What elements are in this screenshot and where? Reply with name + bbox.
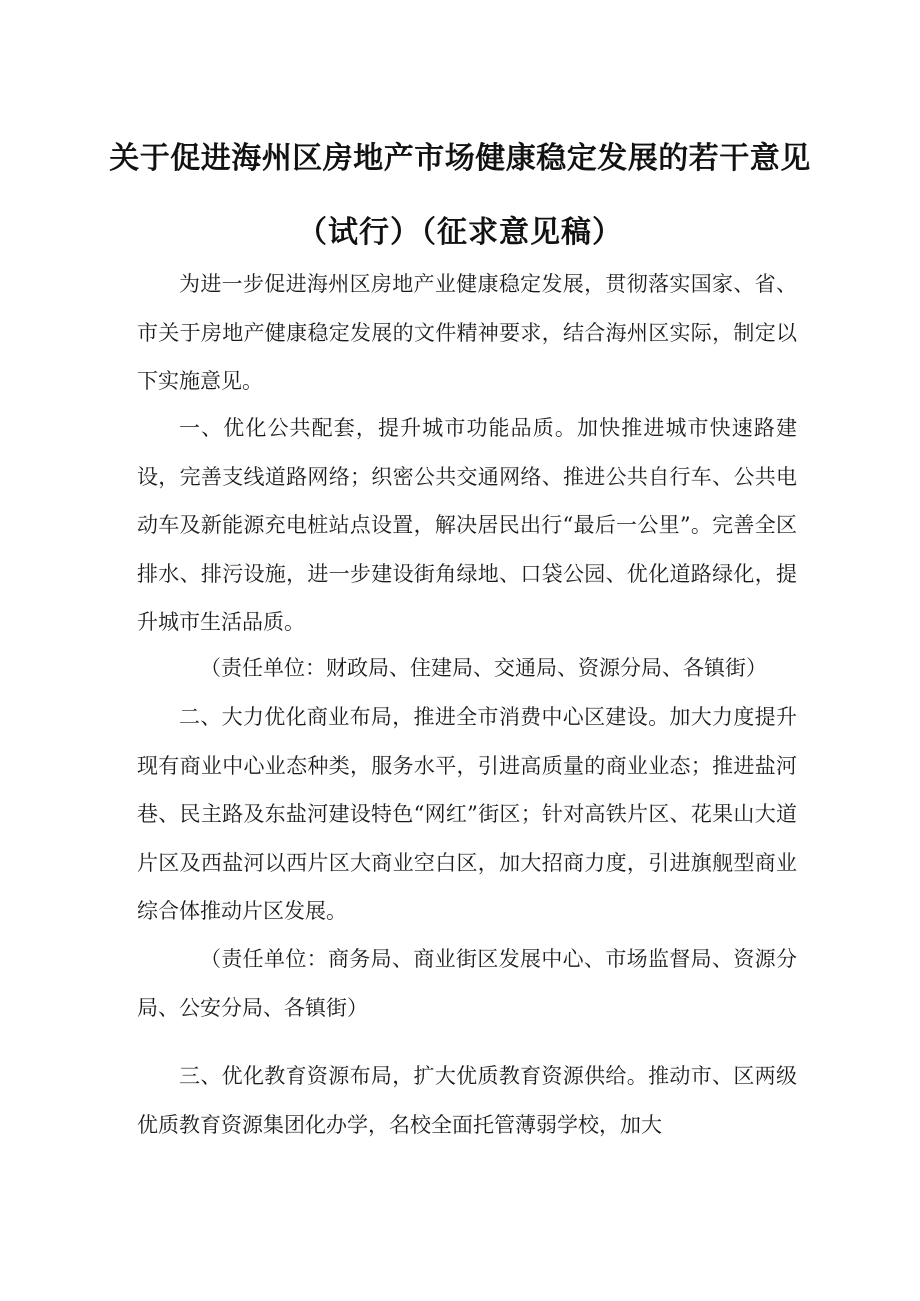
paragraph-intro: 为进一步促进海州区房地产业健康稳定发展，贯彻落实国家、省、市关于房地产健康稳定发展的文件精神要求，结合海州区实际，制定以下实施意见。 [137,272,797,393]
document-title: 关于促进海州区房地产市场健康稳定发展的若干意见 [109,141,811,176]
paragraph-responsible-units-2: （责任单位：商务局、商业街区发展中心、市场监督局、资源分局、公安分局、各镇街） [137,947,797,1020]
paragraph-responsible-units-1: （责任单位：财政局、住建局、交通局、资源分局、各镇街） [200,656,767,680]
paragraph-section-1: 一、优化公共配套，提升城市功能品质。加快推进城市快速路建设，完善支线道路网络；织密公共交通网络、推进公共自行车、公共电动车及新能源充电桩站点设置，解决居民出行“最后一公里”。完善全区排水、排污设施，进一步建设街角绿地、口袋公园、优化道路绿化，提升城市生活品质。 [137,416,797,634]
paragraph-section-3: 三、优化教育资源布局，扩大优质教育资源供给。推动市、区两级优质教育资源集团化办学，名校全面托管薄弱学校，加大 [137,1064,797,1137]
paragraph-section-2: 二、大力优化商业布局，推进全市消费中心区建设。加大力度提升现有商业中心业态种类，服务水平，引进高质量的商业业态；推进盐河巷、民主路及东盐河建设特色“网红”街区；针对高铁片区、花果山大道片区及西盐河以西片区大商业空白区，加大招商力度，引进旗舰型商业综合体推动片区发展。 [137,705,797,923]
document-subtitle: （试行）（征求意见稿） [297,215,623,250]
